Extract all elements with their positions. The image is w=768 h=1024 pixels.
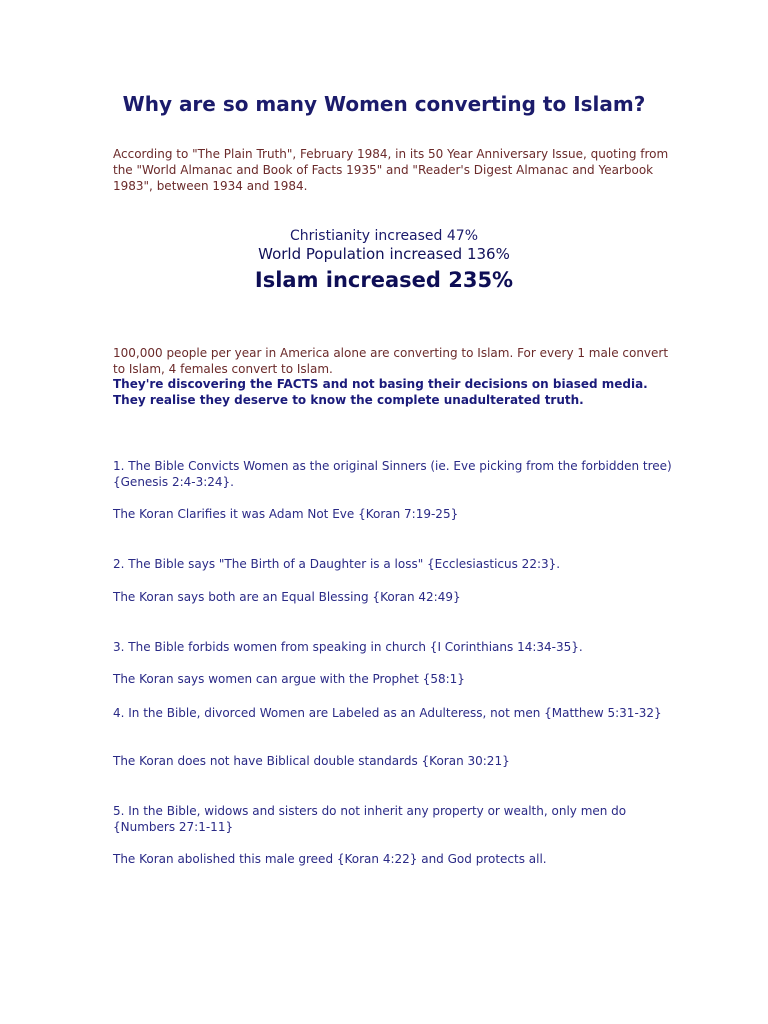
koran-point-4: The Koran does not have Biblical double standards {Koran 30:21}	[113, 754, 510, 768]
facts-paragraph: They're discovering the FACTS and not basing their decisions on biased media. They realise they deserve to know the complete unadulterated truth.	[113, 377, 648, 407]
conversion-paragraph: 100,000 people per year in America alone are converting to Islam. For every 1 male convert to Islam, 4 females convert to Islam.	[113, 346, 669, 376]
bible-point-3: 3. The Bible forbids women from speaking in church {I Corinthians 14:34-35}.	[113, 640, 583, 654]
stat-islam: Islam increased 235%	[254, 268, 514, 292]
intro-paragraph: According to "The Plain Truth", February 1984, in its 50 Year Anniversary Issue, quoting from the "World Almanac and Book of Facts 1935" and "Reader's Digest Almanac and Yearbook 1983", between 1934 and 1984.	[113, 147, 669, 193]
bible-point-1: 1. The Bible Convicts Women as the original Sinners (ie. Eve picking from the forbidden tree){Genesis 2:4-3:24}.	[113, 459, 672, 489]
stat-world-population: World Population increased 136%	[258, 245, 510, 263]
koran-point-2: The Koran says both are an Equal Blessing {Koran 42:49}	[113, 590, 461, 604]
bible-point-4: 4. In the Bible, divorced Women are Labeled as an Adulteress, not men {Matthew 5:31-32}	[113, 706, 662, 720]
page-title: Why are so many Women converting to Islam?	[122, 92, 646, 116]
stat-christianity: Christianity increased 47%	[290, 228, 478, 244]
bible-point-5: 5. In the Bible, widows and sisters do not inherit any property or wealth, only men do {Numbers 27:1-11}	[113, 804, 627, 834]
koran-point-5: The Koran abolished this male greed {Koran 4:22} and God protects all.	[113, 852, 547, 866]
bible-point-2: 2. The Bible says "The Birth of a Daughter is a loss" {Ecclesiasticus 22:3}.	[113, 557, 561, 571]
koran-point-1: The Koran Clarifies it was Adam Not Eve {Koran 7:19-25}	[113, 507, 459, 521]
koran-point-3: The Koran says women can argue with the Prophet {58:1}	[113, 672, 465, 686]
